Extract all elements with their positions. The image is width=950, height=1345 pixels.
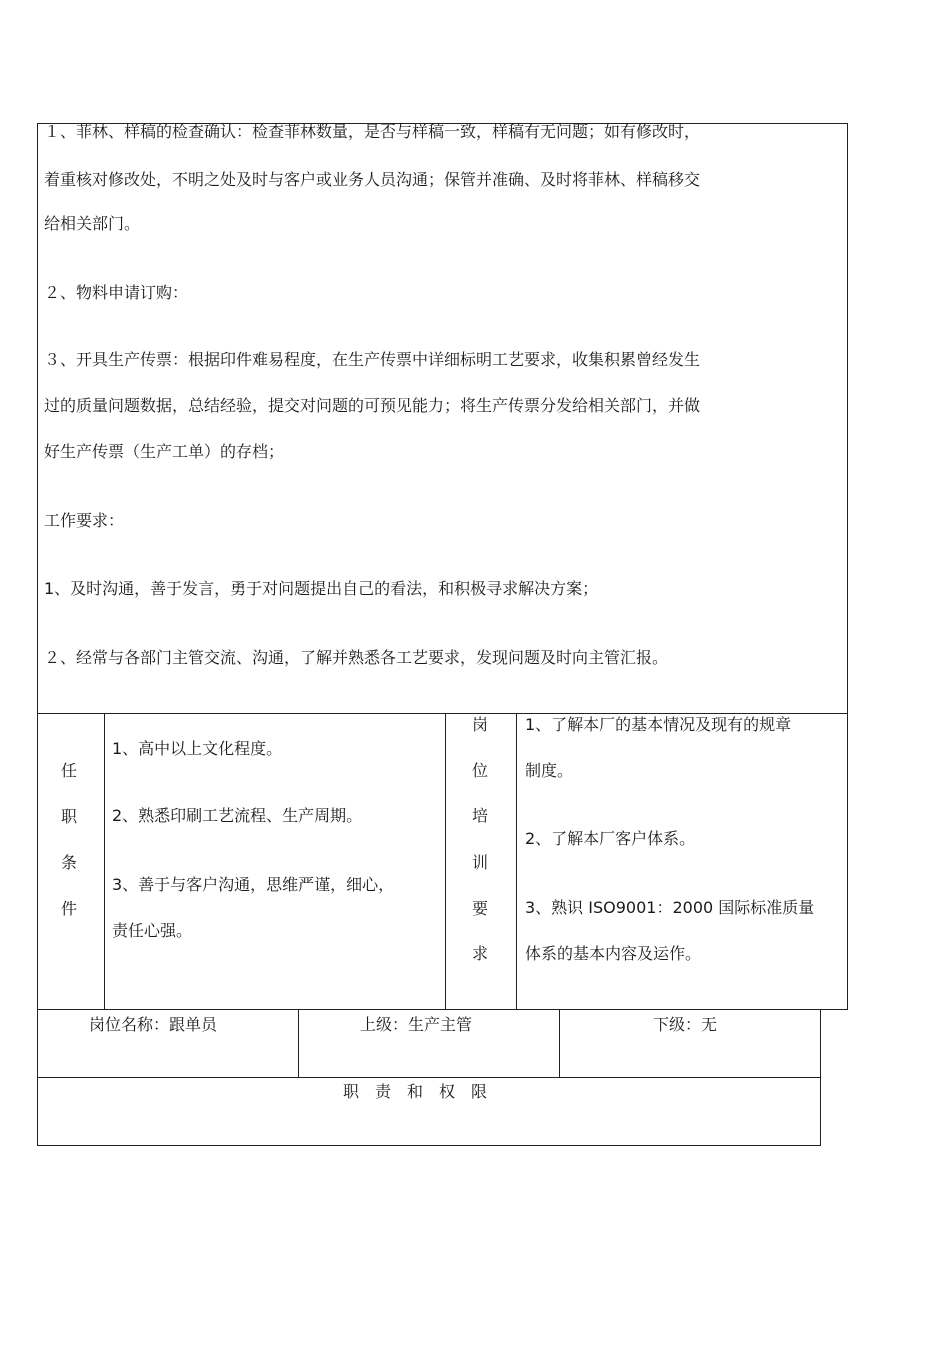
qualification-line-2: 2、熟悉印刷工艺流程、生产周期。: [112, 806, 363, 825]
divider: [37, 1077, 821, 1078]
training-line-5: 体系的基本内容及运作。: [525, 944, 702, 963]
training-label-char: 位: [471, 761, 488, 780]
qualification-line-3: 3、善于与客户沟通，思维严谨，细心，: [112, 875, 395, 894]
training-label-char: 岗: [471, 715, 488, 734]
qualification-line-1: 1、高中以上文化程度。: [112, 739, 283, 758]
divider: [559, 1009, 560, 1078]
training-label-char: 训: [471, 853, 488, 872]
qualifications-label-char: 任: [60, 761, 77, 780]
training-line-4: 3、熟识 ISO9001：2000 国际标准质量: [525, 898, 815, 917]
training-label-char: 要: [471, 899, 488, 918]
divider: [104, 713, 105, 1010]
duty-line-5: ３、开具生产传票：根据印件难易程度，在生产传票中详细标明工艺要求，收集积累曾经发生: [44, 350, 701, 369]
training-line-1: 1、了解本厂的基本情况及现有的规章: [525, 715, 792, 734]
duty-line-2: 着重核对修改处，不明之处及时与客户或业务人员沟通；保管并准确、及时将菲林、样稿移交: [44, 170, 701, 189]
work-requirements-heading: 工作要求：: [44, 511, 125, 530]
requirement-line-2: ２、经常与各部门主管交流、沟通，了解并熟悉各工艺要求，发现问题及时向主管汇报。: [44, 648, 669, 667]
training-line-3: 2、了解本厂客户体系。: [525, 829, 696, 848]
duty-line-7: 好生产传票（生产工单）的存档；: [44, 442, 285, 461]
position-superior: 上级：生产主管: [360, 1015, 473, 1034]
position-name: 岗位名称：跟单员: [89, 1015, 218, 1034]
duty-line-6: 过的质量问题数据，总结经验，提交对问题的可预见能力；将生产传票分发给相关部门，并做: [44, 396, 701, 415]
qualification-line-4: 责任心强。: [112, 921, 193, 940]
duty-line-4: ２、物料申请订购：: [44, 283, 189, 302]
duties-header: 职 责 和 权 限: [343, 1082, 488, 1101]
duty-line-3: 给相关部门。: [44, 214, 141, 233]
qualifications-label-char: 条: [60, 853, 77, 872]
qualifications-label-char: 职: [60, 807, 77, 826]
divider: [298, 1009, 299, 1078]
qualifications-label-char: 件: [60, 899, 77, 918]
divider: [445, 713, 446, 1010]
duties-description-cell: [37, 123, 848, 714]
divider: [516, 713, 517, 1010]
requirement-line-1: 1、及时沟通，善于发言，勇于对问题提出自己的看法，和积极寻求解决方案；: [44, 579, 599, 598]
position-subordinate: 下级：无: [653, 1015, 718, 1034]
training-label-char: 培: [471, 806, 488, 825]
duty-line-1: １、菲林、样稿的检查确认：检查菲林数量，是否与样稿一致，样稿有无问题；如有修改时，: [44, 122, 701, 141]
training-line-2: 制度。: [525, 761, 574, 780]
training-label-char: 求: [471, 944, 488, 963]
